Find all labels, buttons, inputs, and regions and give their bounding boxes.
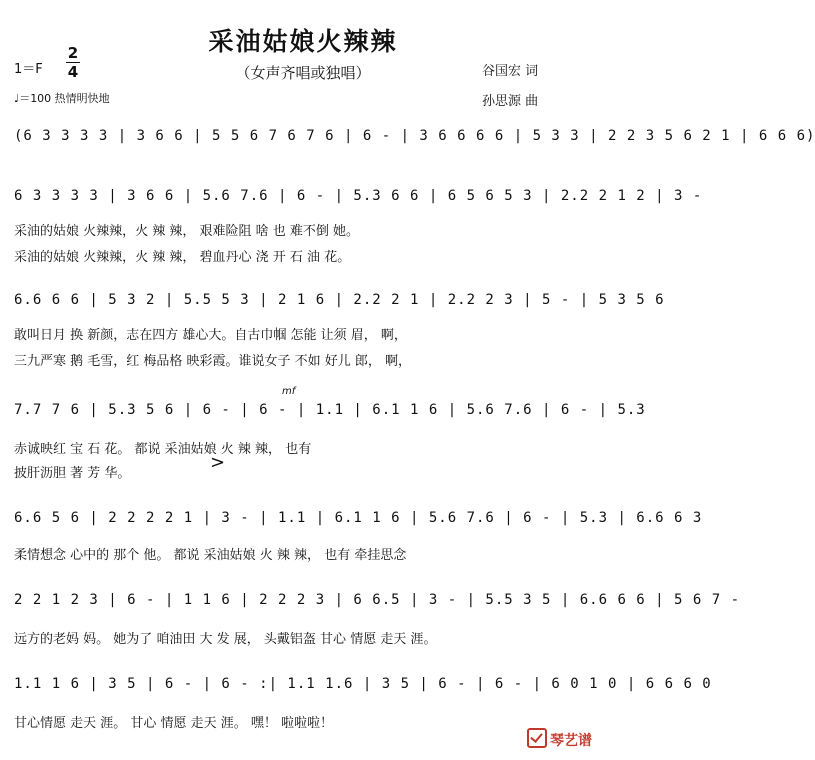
brand-name: 琴艺谱 bbox=[550, 733, 592, 749]
lyric-line: 甘心情愿 走天 涯。 甘心 情愿 走天 涯。 嘿！ 啦啦啦！ bbox=[14, 716, 334, 731]
lyric-line: 披肝沥胆 著 芳 华。 bbox=[14, 466, 131, 481]
lyric-line: 三九严寒 鹅 毛雪，红 梅品格 映彩霞。谁说女子 不如 好儿 郎， 啊， bbox=[14, 354, 412, 369]
tempo-marking: ♩＝100 热情明快地 bbox=[14, 92, 110, 105]
lyric-line: 采油的姑娘 火辣辣，火 辣 辣， 碧血丹心 浇 开 石 油 花。 bbox=[14, 250, 351, 265]
time-signature bbox=[66, 44, 80, 81]
lyric-line: 远方的老妈 妈。 她为了 咱油田 大 发 展， 头戴铝盔 甘心 情愿 走天 涯。 bbox=[14, 632, 437, 647]
lyricist-credit: 谷国宏 词 bbox=[482, 64, 539, 79]
song-subtitle: （女声齐唱或独唱） bbox=[235, 64, 371, 82]
notation-line: 6 3 3 3 3 | 3 6 6 | 5.6 7.6 | 6 - | 5.3 6 6 | 6 5 6 5 3 | 2.2 2 1 2 | 3 - bbox=[14, 188, 703, 204]
brand-logo bbox=[527, 728, 592, 750]
repeat-bracket-icon: > bbox=[210, 452, 226, 473]
lyric-line: 采油的姑娘 火辣辣，火 辣 辣， 艰难险阻 啥 也 难不倒 她。 bbox=[14, 224, 360, 239]
lyric-line: 赤诚映红 宝 石 花。 都说 采油姑娘 火 辣 辣， 也有 bbox=[14, 442, 312, 457]
key-signature: 1＝F bbox=[14, 62, 43, 77]
lyric-line: 柔情想念 心中的 那个 他。 都说 采油姑娘 火 辣 辣， 也有 牵挂思念 bbox=[14, 548, 407, 563]
notation-line: 6.6 6 6 | 5 3 2 | 5.5 5 3 | 2 1 6 | 2.2 2 1 | 2.2 2 3 | 5 - | 5 3 5 6 bbox=[14, 292, 665, 308]
time-signature-top: 2 bbox=[67, 44, 79, 62]
song-title: 采油姑娘火辣辣 bbox=[208, 27, 398, 56]
lyric-line: 敢叫日月 换 新颜，志在四方 雄心大。自古巾帼 怎能 让须 眉， 啊， bbox=[14, 328, 407, 343]
dynamic-mark: mf bbox=[282, 386, 296, 397]
brand-logo-icon bbox=[527, 728, 547, 748]
notation-line: 2 2 1 2 3 | 6 - | 1 1 6 | 2 2 2 3 | 6 6.5 | 3 - | 5.5 3 5 | 6.6 6 6 | 5 6 7 - bbox=[14, 592, 741, 608]
notation-line: 1.1 1 6 | 3 5 | 6 - | 6 - :| 1.1 1.6 | 3 5 | 6 - | 6 - | 6 0 1 0 | 6 6 6 0 bbox=[14, 676, 712, 692]
time-signature-bottom: 4 bbox=[67, 63, 79, 81]
notation-line: (6 3 3 3 3 | 3 6 6 | 5 5 6 7 6 7 6 | 6 - | 3 6 6 6 6 | 5 3 3 | 2 2 3 5 6 2 1 | 6 6 6) bbox=[14, 128, 815, 144]
notation-line: 7.7 7 6 | 5.3 5 6 | 6 - | 6 - | 1.1 | 6.1 1 6 | 5.6 7.6 | 6 - | 5.3 bbox=[14, 402, 646, 418]
composer-credit: 孙思源 曲 bbox=[482, 94, 539, 109]
notation-line: 6.6 5 6 | 2 2 2 2 1 | 3 - | 1.1 | 6.1 1 6 | 5.6 7.6 | 6 - | 5.3 | 6.6 6 3 bbox=[14, 510, 703, 526]
